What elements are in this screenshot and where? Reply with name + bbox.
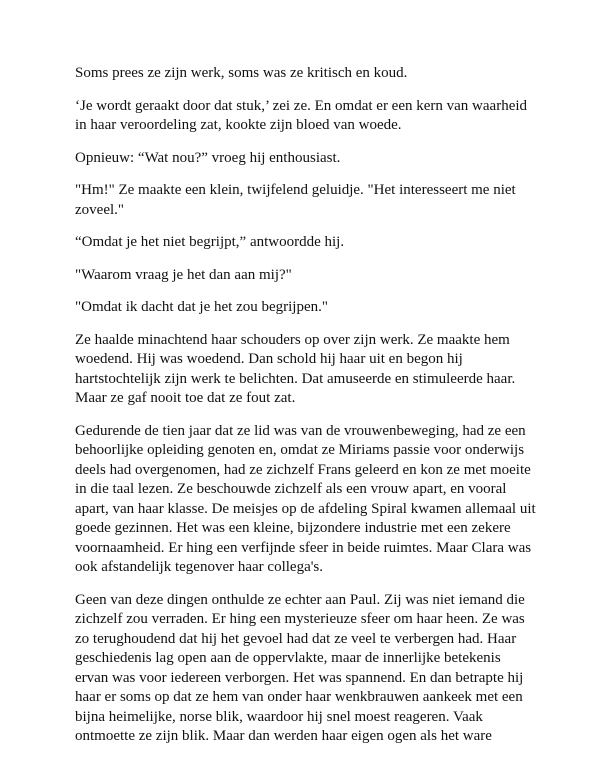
paragraph: ‘Je wordt geraakt door dat stuk,’ zei ze. En omdat er een kern van waarheid in haar veroordeling zat, kookte zijn bloed van woede. bbox=[75, 97, 528, 133]
document-page bbox=[75, 64, 537, 760]
paragraph: “Omdat je het niet begrijpt,” antwoordde hij. bbox=[75, 234, 345, 250]
paragraph: Opnieuw: “Wat nou?” vroeg hij enthousiast. bbox=[75, 149, 341, 166]
paragraph: "Waarom vraag je het dan aan mij?" bbox=[75, 266, 292, 283]
paragraph: Gedurende de tien jaar dat ze lid was van de vrouwenbeweging, had ze een behoorlijke opleiding genoten en, omdat ze Miriams passie voor onderwijs deels had overgenomen, had ze zichzelf Frans geleerd en kon ze met moeite in die taal lezen. Ze beschouwde zichzelf als een vrouw apart, en vooral apart, van haar klasse. De meisjes op de afdeling Spiral kwamen allemaal uit goede gezinnen. Het was een kleine, bijzondere industrie met een zekere voornaamheid. Er hing een verfijnde sfeer in beide ruimtes. Maar Clara was ook afstandelijk tegenover haar collega's. bbox=[75, 422, 536, 575]
paragraph: Ze haalde minachtend haar schouders op over zijn werk. Ze maakte hem woedend. Hij was woedend. Dan schold hij haar uit en begon hij hartstochtelijk zijn werk te belichten. Dat amuseerde en stimuleerde haar. Maar ze gaf nooit toe dat ze fout zat. bbox=[75, 331, 516, 406]
paragraph: Geen van deze dingen onthulde ze echter aan Paul. Zij was niet iemand die zichzelf zou verraden. Er hing een mysterieuze sfeer om haar heen. Ze was zo terughoudend dat hij het gevoel had dat ze veel te verbergen had. Haar geschiedenis lag open aan de oppervlakte, maar de innerlijke betekenis ervan was voor iedereen verborgen. Het was spannend. En dan betrapte hij haar er soms op dat ze hem van onder haar wenkbrauwen aankeek met een bijna heimelijke, norse blik, waardoor hij snel moest reageren. Vaak ontmoette ze zijn blik. Maar dan werden haar eigen ogen als het ware bbox=[75, 591, 525, 744]
paragraph: "Hm!" Ze maakte een klein, twijfelend geluidje. "Het interesseert me niet zoveel." bbox=[75, 182, 516, 218]
paragraph: Soms prees ze zijn werk, soms was ze kritisch en koud. bbox=[75, 65, 408, 81]
paragraph: "Omdat ik dacht dat je het zou begrijpen." bbox=[75, 299, 329, 315]
